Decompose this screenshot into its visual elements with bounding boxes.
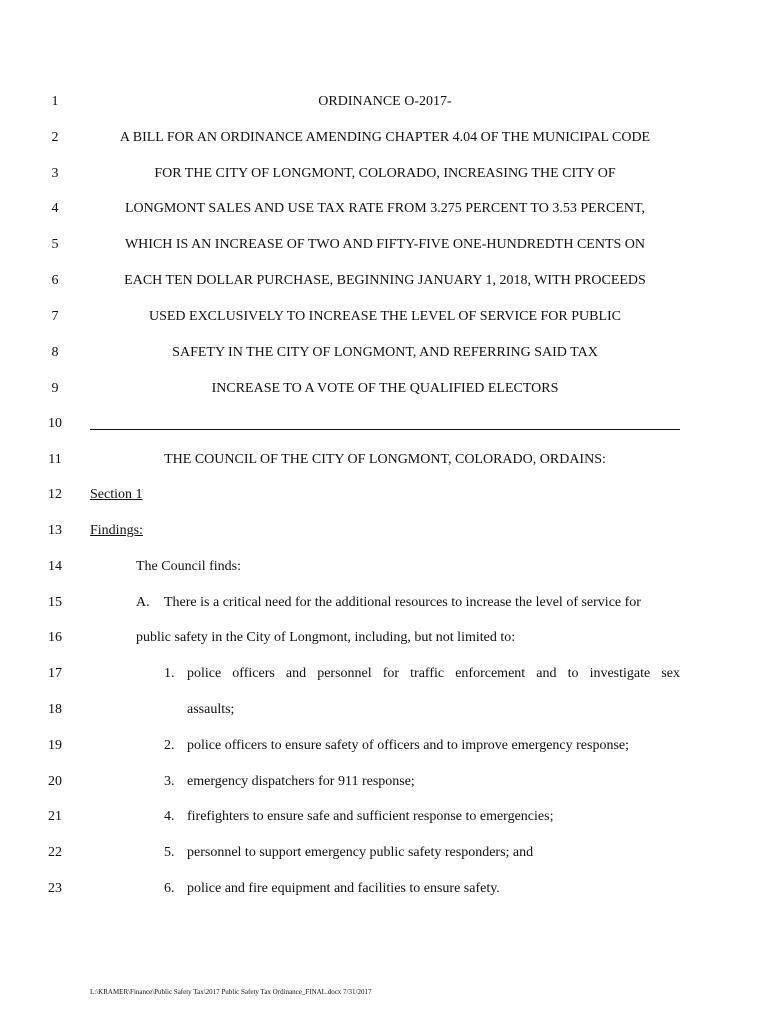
- line-number: 19: [48, 738, 62, 753]
- council-finds: The Council finds:: [136, 559, 241, 574]
- list-item: personnel to support emergency public safety responders; and: [187, 845, 534, 860]
- line-number: 13: [48, 523, 62, 538]
- line-number: 9: [51, 381, 59, 396]
- bill-title-line: LONGMONT SALES AND USE TAX RATE FROM 3.275 PERCENT TO 3.53 PERCENT,: [124, 201, 646, 216]
- bill-title-line: A BILL FOR AN ORDINANCE AMENDING CHAPTER 4.04 OF THE MUNICIPAL CODE: [119, 130, 651, 145]
- section-heading: Section 1: [90, 487, 143, 502]
- list-item: firefighters to ensure safe and sufficient response to emergencies;: [187, 809, 554, 824]
- list-item: emergency dispatchers for 911 response;: [187, 774, 415, 789]
- line-number: 3: [51, 166, 59, 181]
- list-item-continued: assaults;: [187, 702, 235, 717]
- list-number: 5.: [164, 845, 175, 860]
- finding-a-label: A.: [136, 595, 150, 610]
- ordains-statement: THE COUNCIL OF THE CITY OF LONGMONT, COLORADO, ORDAINS:: [164, 452, 606, 467]
- line-number: 14: [48, 559, 62, 574]
- finding-a-text-continued: public safety in the City of Longmont, including, but not limited to:: [136, 630, 516, 645]
- finding-a-text: There is a critical need for the additional resources to increase the level of service for: [164, 595, 641, 610]
- line-number: 1: [51, 94, 59, 109]
- bill-title-line: WHICH IS AN INCREASE OF TWO AND FIFTY-FIVE ONE-HUNDREDTH CENTS ON: [124, 237, 646, 252]
- line-number: 18: [48, 702, 62, 717]
- line-number: 5: [51, 237, 59, 252]
- line-number: 6: [51, 273, 59, 288]
- line-number: 11: [48, 452, 62, 467]
- list-item: police and fire equipment and facilities to ensure safety.: [187, 881, 500, 896]
- bill-title-line: SAFETY IN THE CITY OF LONGMONT, AND REFERRING SAID TAX: [172, 345, 598, 360]
- line-number: 16: [48, 630, 62, 645]
- line-number: 7: [51, 309, 59, 324]
- line-number: 10: [48, 416, 62, 431]
- line-number: 20: [48, 774, 62, 789]
- line-number: 15: [48, 595, 62, 610]
- bill-title-line: EACH TEN DOLLAR PURCHASE, BEGINNING JANUARY 1, 2018, WITH PROCEEDS: [124, 273, 646, 288]
- line-number: 17: [48, 666, 62, 681]
- ordinance-number: ORDINANCE O-2017-: [318, 94, 452, 109]
- list-number: 6.: [164, 881, 175, 896]
- line-number: 12: [48, 487, 62, 502]
- file-path-footer: L:\KRAMER\Finance\Public Safety Tax\2017 Public Safety Tax Ordinance_FINAL.docx 7/31/2017: [90, 988, 372, 996]
- line-number: 22: [48, 845, 62, 860]
- line-number: 8: [51, 345, 59, 360]
- list-item: police officers and personnel for traffic enforcement and to investigate sex: [187, 666, 680, 681]
- bill-title-line: INCREASE TO A VOTE OF THE QUALIFIED ELECTORS: [211, 381, 559, 396]
- list-item: police officers to ensure safety of officers and to improve emergency response;: [187, 738, 630, 753]
- list-number: 1.: [164, 666, 175, 681]
- list-number: 4.: [164, 809, 175, 824]
- list-number: 3.: [164, 774, 175, 789]
- list-number: 2.: [164, 738, 175, 753]
- bill-title-line: FOR THE CITY OF LONGMONT, COLORADO, INCREASING THE CITY OF: [154, 166, 616, 181]
- findings-heading: Findings:: [90, 523, 143, 538]
- line-number: 21: [48, 809, 62, 824]
- bill-title-line: USED EXCLUSIVELY TO INCREASE THE LEVEL OF SERVICE FOR PUBLIC: [148, 309, 622, 324]
- title-divider: [90, 429, 680, 430]
- line-number: 2: [51, 130, 59, 145]
- line-number: 4: [51, 201, 59, 216]
- line-number: 23: [48, 881, 62, 896]
